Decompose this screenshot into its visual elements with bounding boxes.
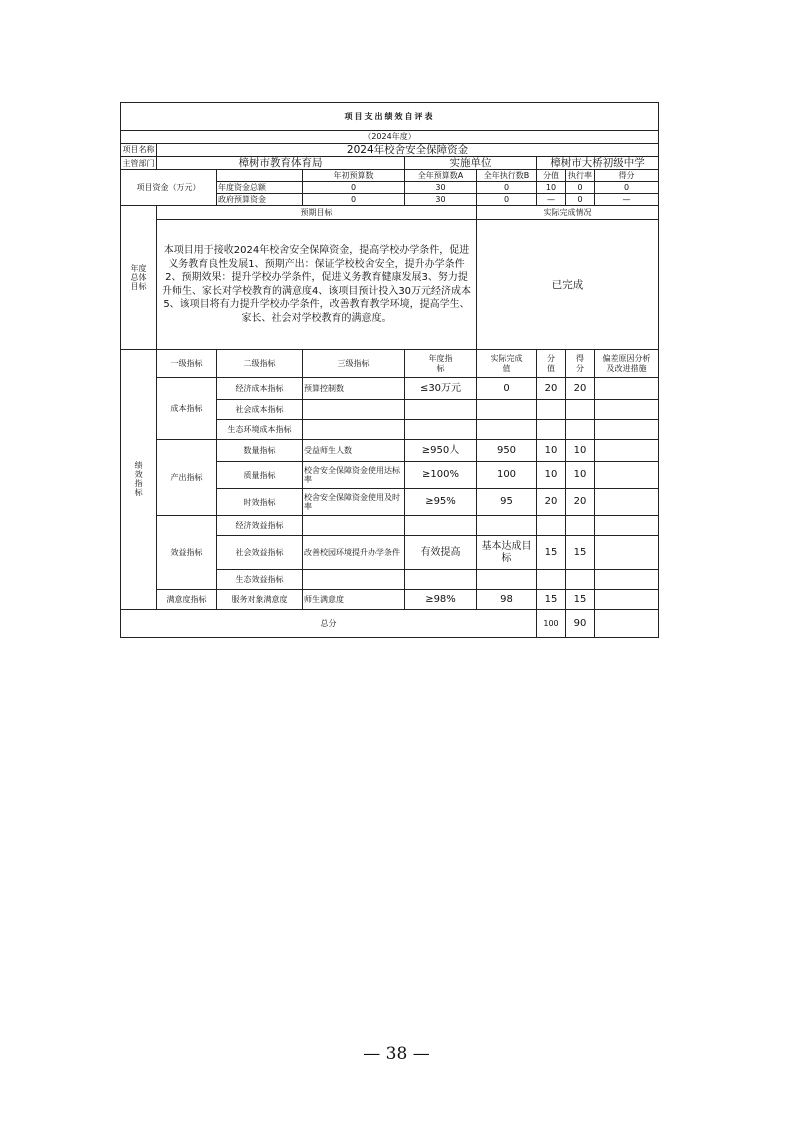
weight-header: 分值 [537,350,566,378]
level3-header: 三级指标 [303,350,405,378]
level3-cell: 受益师生人数 [303,440,405,462]
target-cell: ≤30万元 [405,378,477,400]
level1-cell: 成本指标 [157,378,217,440]
page-number: — 38 — [363,1044,430,1064]
deviation-cell [595,440,659,462]
weight-cell [537,570,566,590]
level1-header: 一级指标 [157,350,217,378]
level3-cell: 师生满意度 [303,590,405,610]
score-cell: 10 [566,462,595,489]
table-row [121,590,659,610]
total-score-cell: 90 [566,610,595,638]
score-cell: 10 [566,440,595,462]
expected-goal-label: 预期目标 [157,206,477,220]
actual-cell [477,420,537,440]
table-row [121,516,659,536]
funds-label: 项目资金（万元） [121,170,217,206]
level1-cell: 效益指标 [157,516,217,590]
score-cell [566,420,595,440]
score-cell: 15 [566,590,595,610]
table-title: 项目支出绩效自评表 [121,103,659,131]
full-exec-label: 全年执行数B [477,170,537,182]
target-cell: 有效提高 [405,536,477,570]
actual-cell: 0 [477,378,537,400]
target-cell [405,420,477,440]
level3-cell: 校舍安全保障资金使用达标率 [303,462,405,489]
deviation-cell [595,570,659,590]
weight-cell: 20 [537,378,566,400]
full-budget-label: 全年预算数A [405,170,477,182]
target-cell: ≥950人 [405,440,477,462]
deviation-cell [595,536,659,570]
level1-cell: 产出指标 [157,440,217,516]
total-full: 30 [405,182,477,194]
total-funds-label: 年度资金总额 [217,182,303,194]
total-weight: 10 [537,182,566,194]
goal-text: 本项目用于接收2024年校舍安全保障资金，提高学校办学条件，促进义务教育良性发展1、预期产出：保证学校校舍安全，提升办学条件2、预期效果：提升学校办学条件，促进义务教育健康发展3、努力提升师生、家长对学校教育的满意度4、该项目预计投入30万元经济成本5、该项目将有力提升学校办学条件，改善教育教学环境，提高学生、家长、社会对学校教育的满意度。 [157,220,477,350]
target-cell [405,400,477,420]
level2-cell: 社会效益指标 [217,536,303,570]
actual-cell [477,570,537,590]
deviation-cell [595,489,659,516]
evaluation-table [120,102,659,638]
level2-cell: 服务对象满意度 [217,590,303,610]
dept-value: 樟树市教育体育局 [157,157,405,170]
actual-cell: 基本达成目标 [477,536,537,570]
gov-funds-label: 政府预算资金 [217,194,303,206]
total-rate: 0 [566,182,595,194]
gov-weight: — [537,194,566,206]
level2-cell: 生态效益指标 [217,570,303,590]
score-label: 得分 [595,170,659,182]
total-score: 0 [595,182,659,194]
actual-status-value: 已完成 [477,220,659,350]
score-cell: 20 [566,378,595,400]
total-weight-cell: 100 [537,610,566,638]
level3-cell [303,400,405,420]
got-header: 得分 [566,350,595,378]
score-cell [566,516,595,536]
actual-cell: 100 [477,462,537,489]
level2-cell: 社会成本指标 [217,400,303,420]
level3-cell [303,420,405,440]
impl-unit-value: 樟树市大桥初级中学 [537,157,659,170]
level2-cell: 经济效益指标 [217,516,303,536]
deviation-cell [595,516,659,536]
total-initial: 0 [303,182,405,194]
gov-full: 30 [405,194,477,206]
level3-cell: 改善校园环境提升办学条件 [303,536,405,570]
dept-label: 主管部门 [121,157,157,170]
level2-header: 二级指标 [217,350,303,378]
score-cell: 15 [566,536,595,570]
weight-cell [537,420,566,440]
weight-cell [537,400,566,420]
level2-cell: 时效指标 [217,489,303,516]
project-name-value: 2024年校舍安全保障资金 [157,144,659,157]
level3-cell [303,570,405,590]
initial-budget-label: 年初预算数 [303,170,405,182]
actual-cell: 950 [477,440,537,462]
score-cell [566,400,595,420]
actual-value-header: 实际完成值 [477,350,537,378]
weight-cell: 20 [537,489,566,516]
gov-score: — [595,194,659,206]
exec-rate-label: 执行率 [566,170,595,182]
perf-indicators-label: 绩效指标 [121,350,157,610]
weight-cell: 10 [537,462,566,489]
deviation-cell [595,378,659,400]
actual-status-label: 实际完成情况 [477,206,659,220]
weight-cell: 10 [537,440,566,462]
level2-cell: 生态环境成本指标 [217,420,303,440]
score-cell [566,570,595,590]
target-cell [405,516,477,536]
target-cell [405,570,477,590]
level3-cell: 校舍安全保障资金使用及时率 [303,489,405,516]
total-label: 总分 [121,610,537,638]
gov-initial: 0 [303,194,405,206]
total-exec: 0 [477,182,537,194]
table-row [121,440,659,462]
actual-cell [477,516,537,536]
target-cell: ≥98% [405,590,477,610]
actual-cell: 95 [477,489,537,516]
gov-rate: 0 [566,194,595,206]
level1-cell: 满意度指标 [157,590,217,610]
deviation-header: 偏差原因分析及改进措施 [595,350,659,378]
deviation-cell [595,400,659,420]
score-cell: 20 [566,489,595,516]
funds-header-blank [217,170,303,182]
gov-exec: 0 [477,194,537,206]
actual-cell [477,400,537,420]
table-row [121,378,659,400]
total-row [121,610,659,638]
deviation-cell [595,420,659,440]
year-note: （2024年度） [121,131,659,144]
level3-cell [303,516,405,536]
level2-cell: 数量指标 [217,440,303,462]
self-evaluation-sheet [120,102,658,638]
project-name-label: 项目名称 [121,144,157,157]
level2-cell: 质量指标 [217,462,303,489]
target-cell: ≥95% [405,489,477,516]
deviation-cell [595,590,659,610]
annual-target-header: 年度指标 [405,350,477,378]
level3-cell: 预算控制数 [303,378,405,400]
impl-unit-label: 实施单位 [405,157,537,170]
score-value-label: 分值 [537,170,566,182]
weight-cell: 15 [537,536,566,570]
actual-cell: 98 [477,590,537,610]
total-deviation-cell [595,610,659,638]
weight-cell: 15 [537,590,566,610]
target-cell: ≥100% [405,462,477,489]
deviation-cell [595,462,659,489]
weight-cell [537,516,566,536]
annual-goal-label: 年度总体目标 [121,206,157,350]
level2-cell: 经济成本指标 [217,378,303,400]
